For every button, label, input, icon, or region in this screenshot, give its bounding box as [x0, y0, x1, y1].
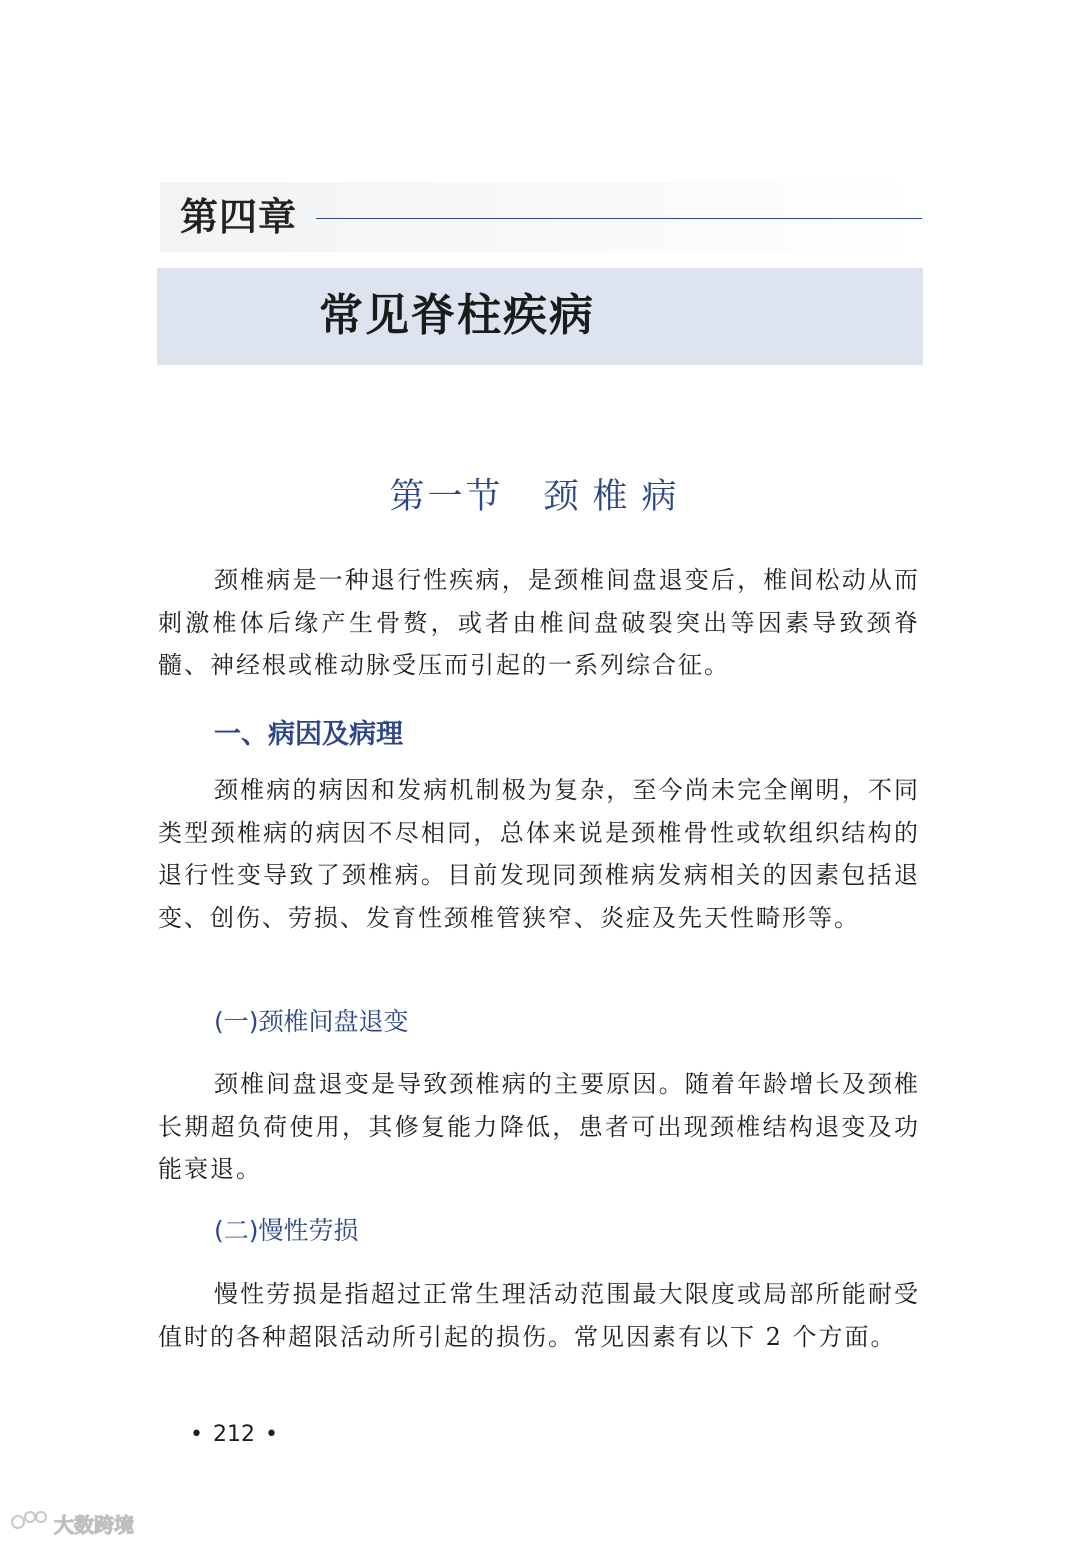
- item-heading-1: (一)颈椎间盘退变: [214, 1007, 409, 1036]
- watermark-text: 大数跨境: [54, 1512, 134, 1537]
- watermark: [10, 1508, 134, 1538]
- chapter-label: 第四章: [180, 195, 298, 239]
- section-title: [0, 474, 1080, 520]
- item-paragraph-2: 慢性劳损是指超过正常生理活动范围最大限度或局部所能耐受值时的各种超限活动所引起的损伤。常见因素有以下 2 个方面。: [158, 1280, 920, 1351]
- item-paragraph-1: 颈椎间盘退变是导致颈椎病的主要原因。随着年龄增长及颈椎长期超负荷使用，其修复能力降低，患者可出现颈椎结构退变及功能衰退。: [158, 1070, 920, 1183]
- chapter-title: 常见脊柱疾病: [319, 290, 595, 341]
- section-name: 颈椎病: [543, 477, 691, 517]
- section-number: 第一节: [389, 477, 504, 517]
- footer-bullet-left: •: [190, 1422, 203, 1447]
- subsection-paragraph: 颈椎病的病因和发病机制极为复杂，至今尚未完全阐明，不同类型颈椎病的病因不尽相同，总体来说是颈椎骨性或软组织结构的退行性变导致了颈椎病。目前发现同颈椎病发病相关的因素包括退变、创伤、劳损、发育性颈椎管狭窄、炎症及先天性畸形等。: [158, 776, 920, 932]
- item-heading-2: (二)慢性劳损: [214, 1216, 359, 1245]
- chapter-divider: [316, 218, 922, 219]
- subsection-heading: 一、病因及病理: [214, 719, 403, 750]
- footer-bullet-right: •: [264, 1422, 278, 1447]
- chapter-header: [160, 182, 922, 252]
- page-number: 212: [212, 1422, 255, 1447]
- page-footer: [180, 1420, 288, 1450]
- logo-icon: [10, 1508, 50, 1538]
- intro-paragraph: 颈椎病是一种退行性疾病，是颈椎间盘退变后，椎间松动从而刺激椎体后缘产生骨赘，或者由椎间盘破裂突出等因素导致颈脊髓、神经根或椎动脉受压而引起的一系列综合征。: [158, 566, 920, 679]
- chapter-title-band: [157, 268, 923, 365]
